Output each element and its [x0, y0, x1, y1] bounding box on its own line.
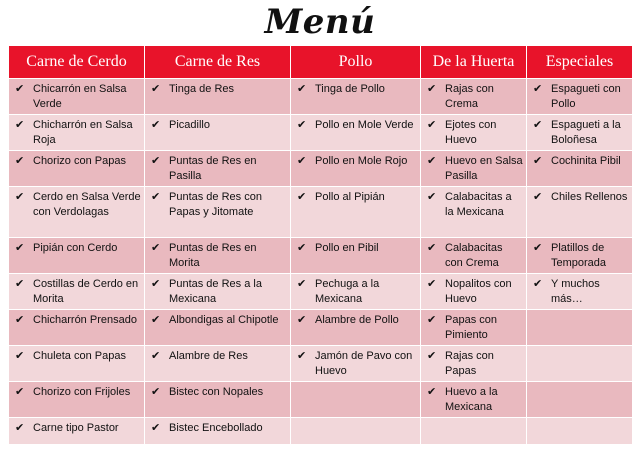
- menu-item: [151, 385, 287, 400]
- menu-item-label: Puntas de Res en Pasilla: [169, 155, 257, 182]
- table-row: [9, 238, 633, 274]
- menu-item-label: Y muchos más…: [551, 278, 600, 305]
- check-icon: ✔: [297, 314, 307, 326]
- menu-item-label: Cochinita Pibil: [551, 155, 621, 167]
- check-icon: ✔: [533, 242, 543, 254]
- check-icon: ✔: [151, 278, 161, 290]
- menu-item: [533, 241, 629, 271]
- menu-cell-de-la-huerta: [421, 187, 527, 238]
- menu-item: [533, 82, 629, 112]
- menu-item: [427, 190, 523, 220]
- menu-item-label: Nopalitos con Huevo: [445, 278, 512, 305]
- menu-item-label: Carne tipo Pastor: [33, 422, 119, 434]
- menu-item: [297, 154, 417, 169]
- table-row: [9, 115, 633, 151]
- menu-item: [151, 277, 287, 307]
- menu-item: [427, 241, 523, 271]
- menu-item: [427, 349, 523, 379]
- check-icon: ✔: [427, 314, 437, 326]
- menu-cell-pollo: [291, 115, 421, 151]
- menu-item-label: Papas con Pimiento: [445, 314, 497, 341]
- menu-cell-pollo: [291, 418, 421, 445]
- menu-item-label: Pechuga a la Mexicana: [315, 278, 380, 305]
- check-icon: ✔: [427, 350, 437, 362]
- check-icon: ✔: [297, 83, 307, 95]
- check-icon: ✔: [533, 155, 543, 167]
- column-header-especiales: Especiales: [527, 46, 633, 79]
- menu-item: [533, 277, 629, 307]
- menu-item-label: Chuleta con Papas: [33, 350, 126, 362]
- menu-cell-especiales: [527, 346, 633, 382]
- table-row: [9, 346, 633, 382]
- check-icon: ✔: [15, 350, 25, 362]
- menu-item: [15, 421, 141, 436]
- menu-item: [297, 277, 417, 307]
- column-header-de-la-huerta: De la Huerta: [421, 46, 527, 79]
- menu-cell-pollo: [291, 346, 421, 382]
- check-icon: ✔: [151, 386, 161, 398]
- menu-item-label: Pollo en Pibil: [315, 242, 379, 254]
- menu-cell-de-la-huerta: [421, 310, 527, 346]
- check-icon: ✔: [427, 386, 437, 398]
- menu-cell-carne-de-cerdo: [9, 310, 145, 346]
- menu-cell-especiales: [527, 382, 633, 418]
- menu-item-label: Ejotes con Huevo: [445, 119, 497, 146]
- check-icon: ✔: [297, 278, 307, 290]
- check-icon: ✔: [151, 242, 161, 254]
- menu-item: [297, 82, 417, 97]
- menu-item-label: Picadillo: [169, 119, 210, 131]
- menu-cell-de-la-huerta: [421, 418, 527, 445]
- menu-item-label: Albondigas al Chipotle: [169, 314, 279, 326]
- menu-cell-especiales: [527, 79, 633, 115]
- menu-item-label: Puntas de Res a la Mexicana: [169, 278, 262, 305]
- menu-cell-pollo: [291, 310, 421, 346]
- menu-item: [533, 118, 629, 148]
- menu-cell-carne-de-res: [145, 382, 291, 418]
- menu-item-label: Rajas con Crema: [445, 83, 494, 110]
- menu-cell-de-la-huerta: [421, 79, 527, 115]
- menu-cell-carne-de-cerdo: [9, 346, 145, 382]
- check-icon: ✔: [15, 83, 25, 95]
- menu-item-label: Tinga de Pollo: [315, 83, 385, 95]
- check-icon: ✔: [151, 155, 161, 167]
- menu-cell-carne-de-cerdo: [9, 274, 145, 310]
- check-icon: ✔: [15, 314, 25, 326]
- check-icon: ✔: [533, 278, 543, 290]
- table-row: [9, 187, 633, 238]
- menu-item-label: Pollo en Mole Rojo: [315, 155, 408, 167]
- menu-item: [15, 385, 141, 400]
- menu-cell-pollo: [291, 79, 421, 115]
- menu-item-label: Espagueti con Pollo: [551, 83, 621, 110]
- menu-item: [151, 190, 287, 220]
- menu-cell-especiales: [527, 418, 633, 445]
- check-icon: ✔: [297, 242, 307, 254]
- menu-item: [297, 190, 417, 205]
- check-icon: ✔: [427, 278, 437, 290]
- menu-cell-carne-de-res: [145, 418, 291, 445]
- check-icon: ✔: [151, 350, 161, 362]
- check-icon: ✔: [151, 191, 161, 203]
- menu-item-label: Cerdo en Salsa Verde con Verdolagas: [33, 191, 141, 218]
- menu-item-label: Calabacitas con Crema: [445, 242, 503, 269]
- menu-item: [15, 313, 141, 328]
- menu-item: [151, 313, 287, 328]
- menu-item-label: Calabacitas a la Mexicana: [445, 191, 512, 218]
- menu-item: [427, 385, 523, 415]
- menu-item: [427, 313, 523, 343]
- table-row: [9, 151, 633, 187]
- menu-item: [15, 349, 141, 364]
- header-row: [9, 46, 633, 79]
- check-icon: ✔: [151, 119, 161, 131]
- check-icon: ✔: [15, 278, 25, 290]
- table-row: [9, 310, 633, 346]
- menu-item-label: Bistec con Nopales: [169, 386, 264, 398]
- menu-item-label: Pollo en Mole Verde: [315, 119, 414, 131]
- menu-cell-carne-de-res: [145, 151, 291, 187]
- check-icon: ✔: [297, 350, 307, 362]
- menu-cell-pollo: [291, 187, 421, 238]
- menu-cell-especiales: [527, 238, 633, 274]
- menu-item: [151, 154, 287, 184]
- menu-cell-de-la-huerta: [421, 151, 527, 187]
- menu-item: [151, 421, 287, 436]
- menu-item: [15, 277, 141, 307]
- menu-item: [533, 154, 629, 169]
- menu-item: [151, 118, 287, 133]
- check-icon: ✔: [427, 155, 437, 167]
- menu-item-label: Alambre de Pollo: [315, 314, 399, 326]
- menu-item: [15, 118, 141, 148]
- menu-item: [427, 82, 523, 112]
- menu-cell-especiales: [527, 274, 633, 310]
- menu-item-label: Chicarrón en Salsa Verde: [33, 83, 127, 110]
- menu-item: [533, 190, 629, 205]
- menu-cell-carne-de-cerdo: [9, 187, 145, 238]
- menu-item-label: Chicharrón Prensado: [33, 314, 137, 326]
- menu-cell-pollo: [291, 274, 421, 310]
- menu-cell-carne-de-cerdo: [9, 418, 145, 445]
- menu-item-label: Platillos de Temporada: [551, 242, 607, 269]
- menu-body: [9, 79, 633, 445]
- menu-cell-carne-de-res: [145, 187, 291, 238]
- menu-cell-de-la-huerta: [421, 274, 527, 310]
- check-icon: ✔: [533, 119, 543, 131]
- menu-cell-carne-de-res: [145, 274, 291, 310]
- check-icon: ✔: [151, 314, 161, 326]
- menu-cell-carne-de-res: [145, 79, 291, 115]
- menu-item-label: Bistec Encebollado: [169, 422, 263, 434]
- page-title: Menú: [264, 2, 376, 42]
- menu-item: [297, 313, 417, 328]
- menu-cell-carne-de-res: [145, 115, 291, 151]
- menu-item-label: Pipián con Cerdo: [33, 242, 118, 254]
- check-icon: ✔: [427, 119, 437, 131]
- check-icon: ✔: [15, 422, 25, 434]
- check-icon: ✔: [15, 155, 25, 167]
- menu-item: [297, 118, 417, 133]
- table-row: [9, 382, 633, 418]
- check-icon: ✔: [151, 422, 161, 434]
- menu-item-label: Chorizo con Papas: [33, 155, 126, 167]
- check-icon: ✔: [15, 119, 25, 131]
- menu-cell-carne-de-cerdo: [9, 382, 145, 418]
- menu-item-label: Puntas de Res con Papas y Jitomate: [169, 191, 262, 218]
- menu-cell-carne-de-res: [145, 346, 291, 382]
- table-row: [9, 418, 633, 445]
- check-icon: ✔: [427, 242, 437, 254]
- menu-item: [297, 241, 417, 256]
- check-icon: ✔: [427, 83, 437, 95]
- menu-item-label: Huevo en Salsa Pasilla: [445, 155, 523, 182]
- menu-item: [15, 241, 141, 256]
- menu-cell-de-la-huerta: [421, 238, 527, 274]
- menu-item: [151, 82, 287, 97]
- check-icon: ✔: [297, 191, 307, 203]
- menu-cell-pollo: [291, 151, 421, 187]
- menu-cell-especiales: [527, 151, 633, 187]
- menu-item: [427, 118, 523, 148]
- menu-cell-carne-de-cerdo: [9, 79, 145, 115]
- menu-item-label: Huevo a la Mexicana: [445, 386, 498, 413]
- column-header-carne-de-res: Carne de Res: [145, 46, 291, 79]
- menu-cell-pollo: [291, 238, 421, 274]
- menu-cell-de-la-huerta: [421, 346, 527, 382]
- menu-item: [151, 349, 287, 364]
- menu-cell-de-la-huerta: [421, 115, 527, 151]
- menu-table: [8, 45, 633, 445]
- menu-cell-pollo: [291, 382, 421, 418]
- menu-item-label: Costillas de Cerdo en Morita: [33, 278, 139, 305]
- check-icon: ✔: [297, 155, 307, 167]
- menu-item-label: Tinga de Res: [169, 83, 235, 95]
- menu-item-label: Alambre de Res: [169, 350, 248, 362]
- check-icon: ✔: [15, 191, 25, 203]
- menu-cell-especiales: [527, 310, 633, 346]
- menu-cell-carne-de-cerdo: [9, 115, 145, 151]
- check-icon: ✔: [15, 242, 25, 254]
- table-row: [9, 79, 633, 115]
- column-header-pollo: Pollo: [291, 46, 421, 79]
- check-icon: ✔: [427, 191, 437, 203]
- check-icon: ✔: [297, 119, 307, 131]
- menu-cell-carne-de-res: [145, 238, 291, 274]
- menu-item: [427, 154, 523, 184]
- check-icon: ✔: [151, 83, 161, 95]
- menu-item: [427, 277, 523, 307]
- check-icon: ✔: [533, 191, 543, 203]
- table-row: [9, 274, 633, 310]
- menu-item-label: Espagueti a la Boloñesa: [551, 119, 621, 146]
- menu-item-label: Pollo al Pipián: [315, 191, 385, 203]
- menu-item-label: Chiles Rellenos: [551, 191, 628, 203]
- menu-item: [151, 241, 287, 271]
- check-icon: ✔: [533, 83, 543, 95]
- menu-item-label: Chorizo con Frijoles: [33, 386, 131, 398]
- menu-item: [297, 349, 417, 379]
- menu-item: [15, 190, 141, 220]
- menu-item-label: Chicharrón en Salsa Roja: [33, 119, 133, 146]
- menu-cell-de-la-huerta: [421, 382, 527, 418]
- menu-item: [15, 82, 141, 112]
- menu-cell-carne-de-res: [145, 310, 291, 346]
- column-header-carne-de-cerdo: Carne de Cerdo: [9, 46, 145, 79]
- menu-cell-carne-de-cerdo: [9, 151, 145, 187]
- menu-cell-especiales: [527, 115, 633, 151]
- menu-cell-carne-de-cerdo: [9, 238, 145, 274]
- menu-cell-especiales: [527, 187, 633, 238]
- menu-item-label: Rajas con Papas: [445, 350, 494, 377]
- menu-item: [15, 154, 141, 169]
- menu-item-label: Jamón de Pavo con Huevo: [315, 350, 413, 377]
- check-icon: ✔: [15, 386, 25, 398]
- menu-item-label: Puntas de Res en Morita: [169, 242, 257, 269]
